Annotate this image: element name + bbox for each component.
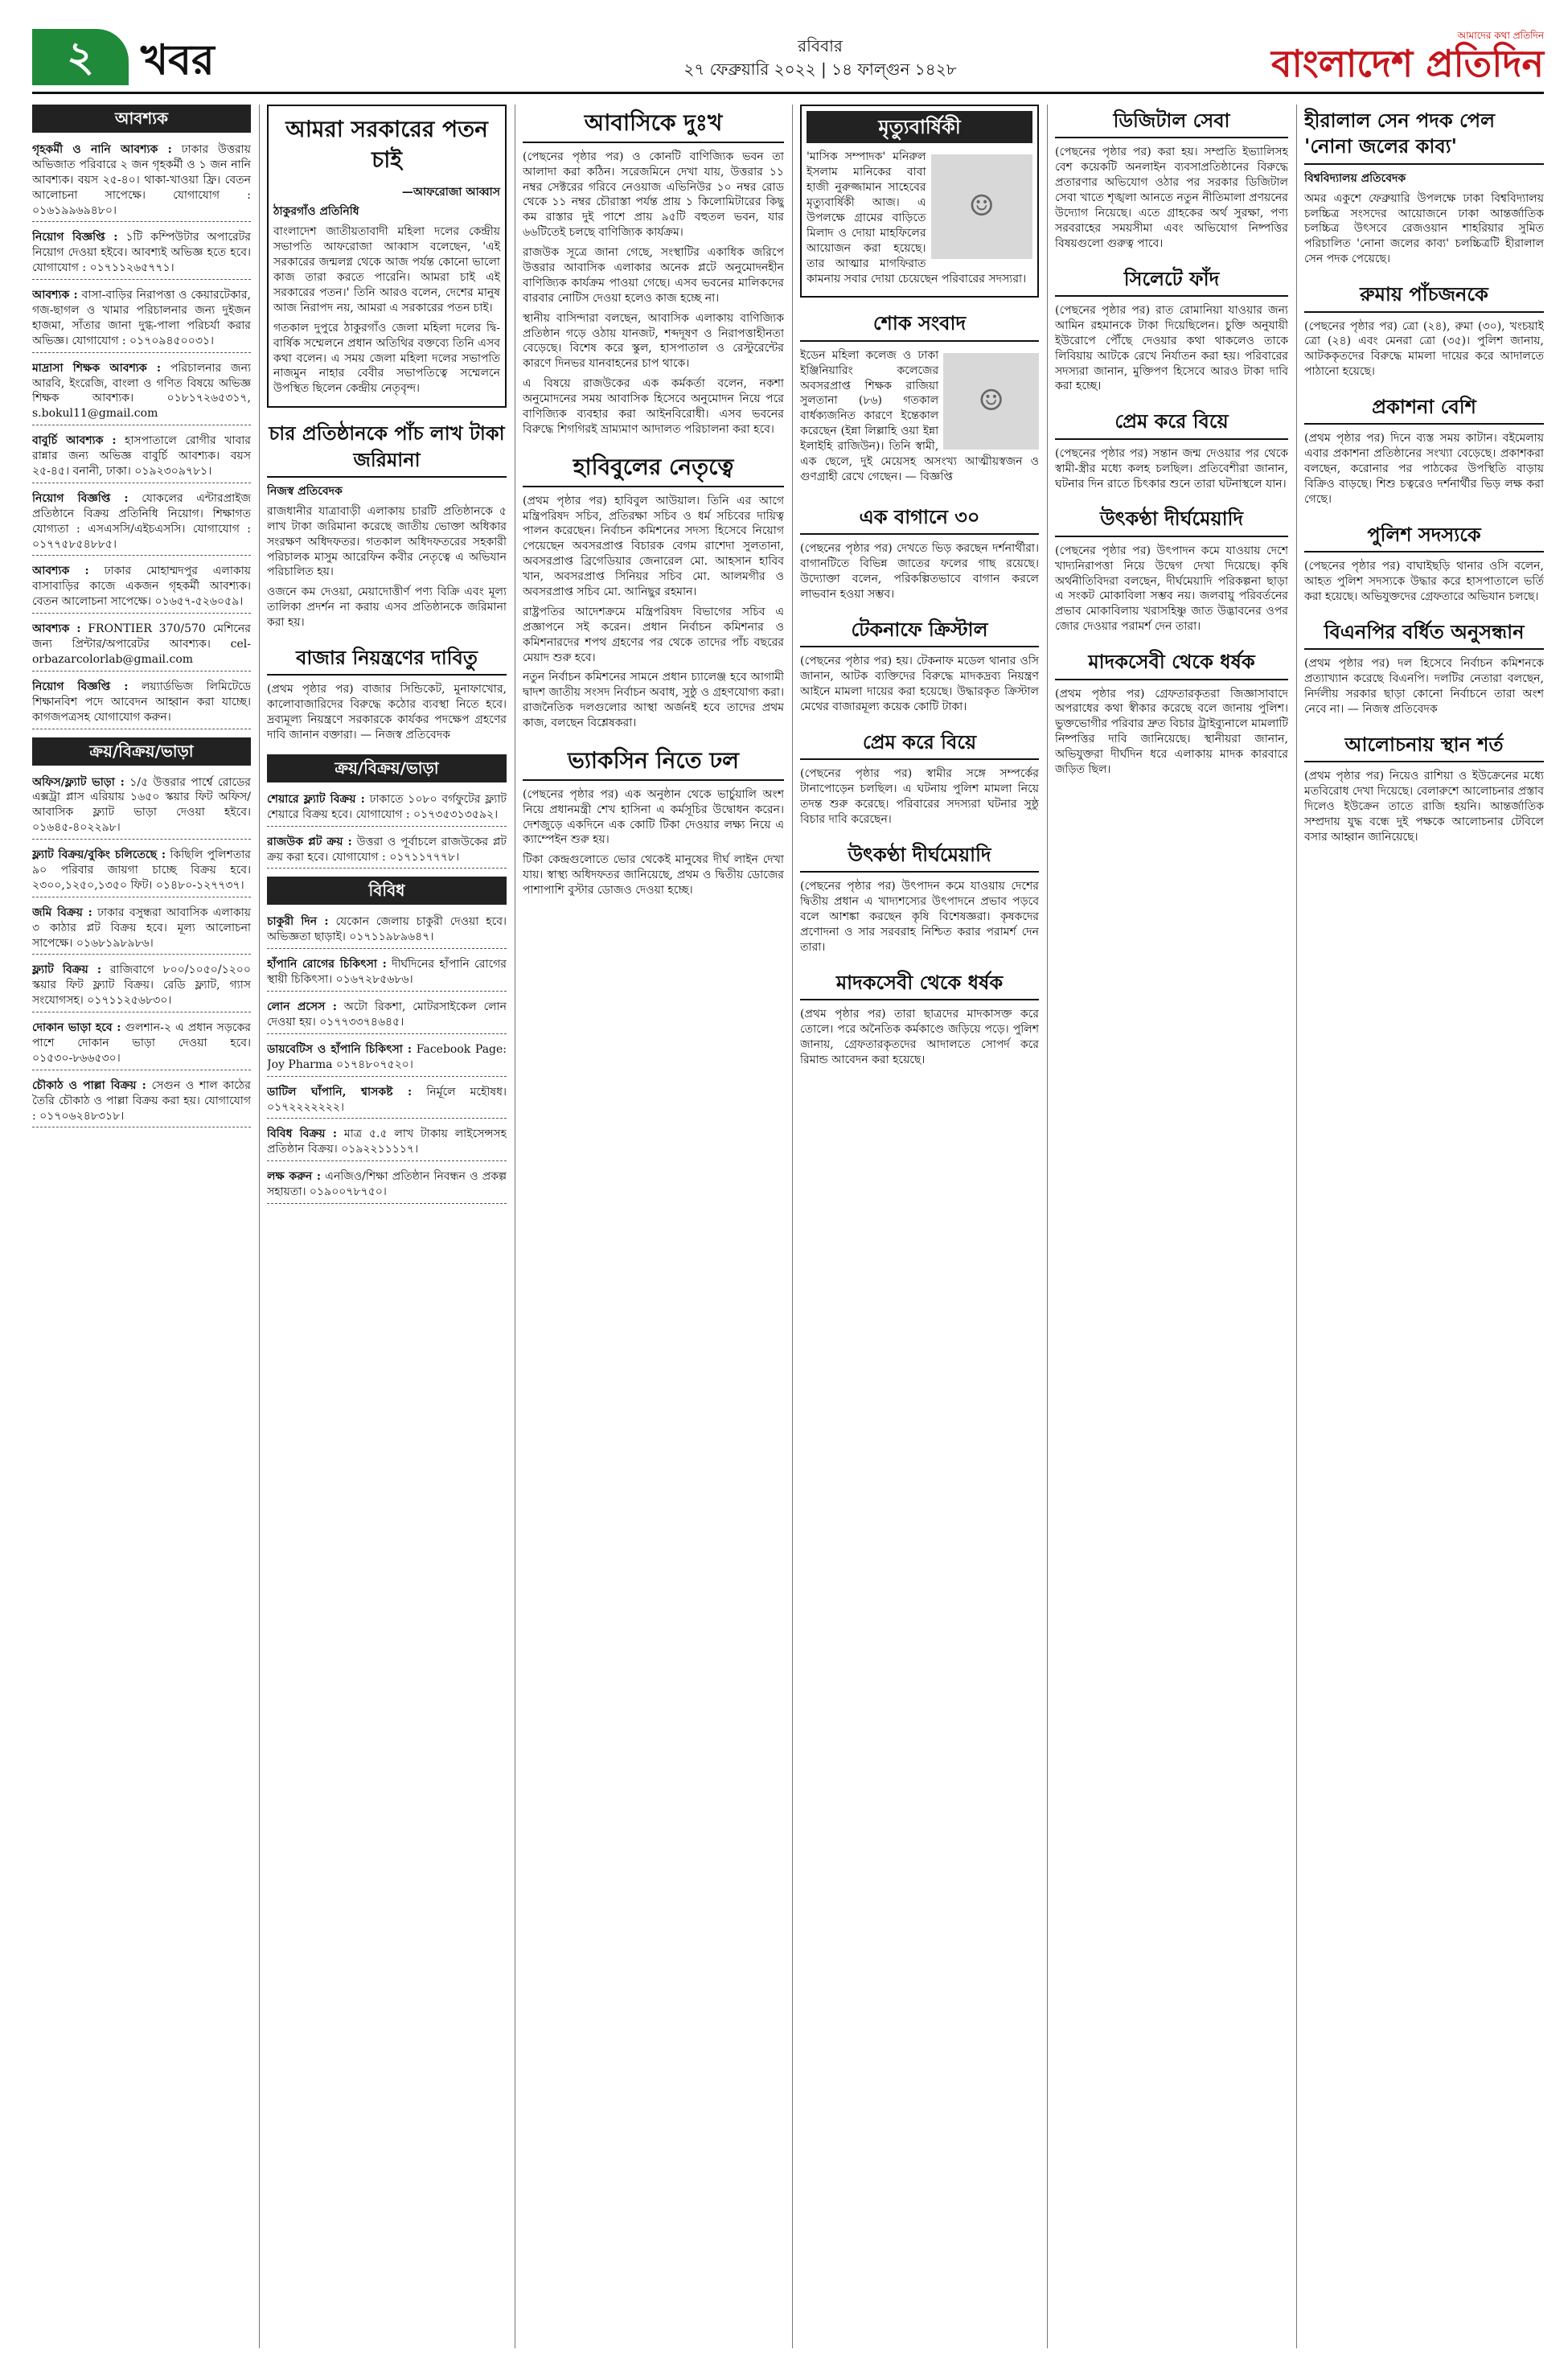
article — [523, 742, 784, 898]
classified-ad-text: ঢাকার মোহাম্মদপুর এলাকায় বাসাবাড়ির কাজে একজন গৃহকর্মী আবশ্যক। বেতন আলোচনা সাপেক্ষে। ০১৬৫৭-৫২৬০৫৯। — [32, 565, 251, 609]
classified-ad — [32, 285, 251, 353]
article-headline: উৎকণ্ঠা দীর্ঘমেয়াদি — [800, 839, 1039, 873]
classified-ad — [267, 789, 507, 827]
date-label: ২৭ ফেব্রুয়ারি ২০২২ | ১৪ ফাল্গুন ১৪২৮ — [683, 60, 957, 79]
article — [1304, 105, 1544, 267]
classified-ad-text: এনজিও/শিক্ষা প্রতিষ্ঠান নিবন্ধন ও প্রকল্প সহায়তা। ০১৯০০৭৮৭৫০। — [267, 1170, 507, 1199]
portrait-photo: ☺ — [943, 353, 1039, 450]
column-rule — [1047, 105, 1048, 2348]
article-headline: আমরা সরকারের পতন চাই — [285, 116, 488, 173]
article-headline: মাদকসেবী থেকে ধর্ষক — [800, 967, 1039, 1000]
condolence-heading: শোক সংবাদ — [800, 307, 1039, 341]
classified-ad — [32, 772, 251, 840]
article-byline: নিজস্ব প্রতিবেদক — [267, 484, 343, 498]
column-rule — [792, 105, 793, 2348]
classified-ad — [32, 227, 251, 280]
article-headline: পুলিশ সদস্যকে — [1304, 519, 1544, 552]
article-box — [267, 105, 507, 408]
article-paragraph: ওজনে কম দেওয়া, মেয়াদোত্তীর্ণ পণ্য বিক্রি এবং মূল্য তালিকা প্রদর্শন না করায় এসব প্রতিষ্ঠানকে জরিমানা করা হয়। — [267, 585, 507, 630]
article-paragraph: রাজধানীর যাত্রাবাড়ী এলাকায় চারটি প্রতিষ্ঠানকে ৫ লাখ টাকা জরিমানা করেছে জাতীয় ভোক্তা অধিকার সংরক্ষণ অধিদফতর। গতকাল অধিদফতরের সহকারী পরিচালক মাসুম আরেফিন কবীর নেতৃত্বে এ অভিযান পরিচালিত হয়। — [267, 504, 507, 579]
article-paragraph: (প্রথম পৃষ্ঠার পর) নিয়েও রাশিয়া ও ইউক্রেনের মধ্যে মতবিরোধ দেখা দিয়েছে। বেলারুশে আলোচনার প্রস্তাব দিলেও ইউক্রেন তাতে রাজি হয়নি। আন্তর্জাতিক সম্প্রদায় যুদ্ধ বন্ধে দুই পক্ষকে আলোচনার টেবিলে বসার আহ্বান জানিয়েছে। — [1304, 770, 1544, 844]
article-paragraph: (প্রথম পৃষ্ঠার পর) তারা ছাত্রদের মাদকাসক্ত করে তোলে। পরে অনৈতিক কর্মকাণ্ডে জড়িয়ে পড়ে। পুলিশ জানায়, গ্রেফতারকৃতদের আদালতে সোপর্দ করে রিমান্ড আবেদন করা হয়েছে। — [800, 1007, 1039, 1066]
article-paragraph: (পেছনের পৃষ্ঠার পর) করা হয়। সম্প্রতি ইভ্যালিসহ বেশ কয়েকটি অনলাইন ব্যবসাপ্রতিষ্ঠানের বিরুদ্ধে প্রতারণার অভিযোগ ওঠার পর সরকার ডিজিটাল সেবা খাতে শৃঙ্খলা আনতে নতুন নীতিমালা প্রণয়নের উদ্যোগ নিয়েছে। এতে গ্রাহকের অর্থ সুরক্ষা, পণ্য সরবরাহের সময়সীমা এবং অভিযোগ নিষ্পত্তির বিষয়গুলো গুরুত্ব পাবে। — [1055, 146, 1288, 250]
classified-ad — [267, 1166, 507, 1204]
classified-ad-title: ফ্ল্যাট বিক্রয় : — [32, 963, 102, 977]
column-rule — [1296, 105, 1297, 2348]
article — [1304, 729, 1544, 845]
article-paragraph: (পেছনের পৃষ্ঠার পর) এক অনুষ্ঠান থেকে ভার্চুয়ালি অংশ নিয়ে প্রধানমন্ত্রী শেখ হাসিনা এ কর্মসূচির উদ্বোধন করেন। দেশজুড়ে একদিনে এক কোটি টিকা দেওয়ার লক্ষ্য নিয়ে এ ক্যাম্পেইন শুরু হয়। — [523, 787, 784, 847]
classified-ad-title: চৌকাঠ ও পাল্লা বিক্রয় : — [32, 1078, 146, 1092]
page-number: ২ — [32, 29, 129, 85]
article-paragraph: (প্রথম পৃষ্ঠার পর) দল হিসেবে নির্বাচন কমিশনকে প্রত্যাখ্যান করেছে বিএনপি। দলটির নেতারা বলছেন, নির্দলীয় সরকার ছাড়া কোনো নির্বাচনে তারা অংশ নেবে না। — নিজস্ব প্রতিবেদক — [1304, 657, 1544, 717]
article-paragraph: রাজউক সূত্রে জানা গেছে, সংস্থাটির একাধিক জরিপে উত্তরার আবাসিক এলাকার অনেক প্লটে অনুমোদনহীন বাণিজ্যিক কার্যক্রম পাওয়া গেছে। এসব ভবনের মালিকদের বারবার নোটিস দেওয়া হলেও কাজ হচ্ছে না। — [523, 246, 784, 305]
classified-ad-text: মাত্র ৫.৫ লাখ টাকায় লাইসেন্সসহ প্রতিষ্ঠান বিক্রয়। ০১৯২২১১১১৭। — [267, 1127, 507, 1156]
classified-ad-text: ঢাকার বসুন্ধরা আবাসিক এলাকায় ৩ কাঠার প্লট বিক্রয় হবে। মূল্য আলোচনা সাপেক্ষে। ০১৬৮১৯৮৯৮৬। — [32, 906, 251, 950]
article-headline: হীরালাল সেন পদক পেল 'নোনা জলের কাব্য' — [1304, 105, 1544, 165]
classified-ad-title: লোন প্রসেস : — [267, 1000, 337, 1014]
classified-ad-title: মাদ্রাসা শিক্ষক আবশ্যক : — [32, 361, 162, 375]
date-block — [643, 34, 997, 82]
section-title: খবর — [141, 35, 215, 84]
article — [1055, 646, 1288, 778]
article — [800, 501, 1039, 602]
classified-ad-title: ফ্ল্যাট বিক্রয়/বুকিং চলিতেছে : — [32, 848, 166, 862]
classified-ad-text: Facebook Page: Joy Pharma ০১৭৪৮০৭৫২০। — [267, 1042, 507, 1071]
article-headline: ডিজিটাল সেবা — [1055, 105, 1288, 138]
classified-ad — [32, 561, 251, 614]
article-headline: রুমায় পাঁচজনকে — [1304, 278, 1544, 312]
classified-ad-text: উত্তরা ও পূর্বাচলে রাজউকের প্লট ক্রয় করা হবে। যোগাযোগ : ০১৭১১৭৭৭৮। — [267, 835, 507, 864]
article-paragraph: (পেছনের পৃষ্ঠার পর) উৎপাদন কমে যাওয়ায় দেশের দ্বিতীয় প্রধান এ খাদ্যশস্যের উৎপাদনে প্রভাব পড়বে বলে আশঙ্কা করছেন কৃষি বিশেষজ্ঞরা। কৃষকদের প্রণোদনা ও সার সরবরাহ নিশ্চিত করার পরামর্শ দেন তারা। — [800, 880, 1039, 954]
classified-ad-text: সেগুন ও শাল কাঠের তৈরি চৌকাঠ ও পাল্লা বিক্রয় করা হয়। যোগাযোগ : ০১৭০৬২৪৮৩১৮। — [32, 1078, 251, 1123]
classified-ad — [32, 139, 251, 222]
classified-ad-title: দোকান ভাড়া হবে : — [32, 1021, 121, 1035]
classified-ad — [32, 358, 251, 426]
article-headline: আবাসিকে দুঃখ — [523, 105, 784, 143]
classifieds-heading-2: ক্রয়/বিক্রয়/ভাড়া — [32, 737, 251, 766]
article-headline: বাজার নিয়ন্ত্রণের দাবিতু — [267, 642, 507, 676]
classified-ad — [32, 1075, 251, 1128]
classified-ad — [32, 618, 251, 672]
classified-ad-title: গৃহকর্মী ও নানি আবশ্যক : — [32, 143, 172, 156]
article-headline: বিএনপির বর্ধিত অনুসন্ধান — [1304, 616, 1544, 650]
column-6 — [1304, 105, 1544, 2348]
article-paragraph: এ বিষয়ে রাজউকের এক কর্মকর্তা বলেন, নকশা অনুমোদনের সময় আবাসিক হিসেবে অনুমোদন নিয়ে পরে বাণিজ্যিক ব্যবহার করা আইনবিরোধী। এসব ভবনের বিরুদ্ধে শিগগিরই ভ্রাম্যমাণ আদালত পরিচালনা করা হবে। — [523, 377, 784, 436]
classified-ad-text: ১/৫ উত্তরার পার্শ্বে রোডের এক্সট্রা প্লাস এরিয়ায় ১৬৫০ স্কয়ার ফিট অফিস/আবাসিক ফ্ল্যাট ভাড়া দেওয়া হইবে। ০১৬৪৫-৪০২২৯৮। — [32, 775, 251, 835]
article-subhead: —আফরোজা আব্বাস — [401, 185, 500, 199]
masthead — [32, 29, 1544, 94]
classified-ad-text: FRONTIER 370/570 মেশিনের জন্য প্রিন্টার/অপারেটর আবশ্যক। cel-orbazarcolorlab@gmail.com — [32, 622, 251, 666]
column-4 — [800, 105, 1039, 2348]
classified-ad-text: দীর্ঘদিনের হাঁপানি রোগের স্থায়ী চিকিৎসা। ০১৬৭২৮৫৬৮৬। — [267, 958, 507, 987]
article-paragraph: রাষ্ট্রপতির আদেশক্রমে মন্ত্রিপরিষদ বিভাগের সচিব এ প্রজ্ঞাপনে সই করেন। প্রধান নির্বাচন কমিশনার ও কমিশনারদের শপথ গ্রহণের পর থেকে তাদের পাঁচ বছরের মেয়াদ শুরু হবে। — [523, 605, 784, 664]
classified-ad-title: আবশ্যক : — [32, 622, 81, 636]
condolence-notice — [800, 307, 1039, 489]
classified-ad-title: আবশ্যক : — [32, 289, 78, 302]
classified-ad-title: নিয়োগ বিজ্ঞপ্তি : — [32, 680, 129, 693]
classified-ad-title: অফিস/ফ্ল্যাট ভাড়া : — [32, 775, 125, 789]
article-paragraph: (পেছনের পৃষ্ঠার পর) রাত রোমানিয়া যাওয়ার জন্য আমিন রহমানকে টাকা দিয়েছিলেন। চুক্তি অনুযায়ী ইউরোপে পৌঁছে দেওয়ার কথা থাকলেও তাকে লিবিয়ায় আটকে রেখে নির্যাতন করা হয়। পরিবারের সদস্যরা জানান, মুক্তিপণ হিসেবে আরও টাকা দাবি করা হচ্ছে। — [1055, 304, 1288, 393]
classified-ad-text: অটো রিকশা, মোটরসাইকেল লোন দেওয়া হয়। ০১৭৭৩৩৭৪৬৪৫। — [267, 1000, 507, 1029]
classified-ad — [267, 911, 507, 949]
article — [1304, 616, 1544, 717]
classified-ad — [32, 430, 251, 483]
classified-ad — [267, 954, 507, 992]
article-headline: এক বাগানে ৩০ — [800, 501, 1039, 535]
classified-ad — [267, 996, 507, 1034]
classified-ad-title: জমি বিক্রয় : — [32, 906, 92, 919]
classified-ad-text: ঢাকার উত্তরায় অভিজাত পরিবারে ২ জন গৃহকর্মী ও ১ জন নানি আবশ্যক। বয়স ২৫-৪০। থাকা-খাওয়া ফ্রি। বেতন আলোচনা সাপেক্ষে। যোগাযোগ : ০১৬১৯৯৬৯৪৮০। — [32, 143, 251, 217]
article-headline: ভ্যাকসিন নিতে ঢল — [523, 742, 784, 781]
classified-ad-text: যেকোন জেলায় চাকুরী দেওয়া হবে। অভিজ্ঞতা ছাড়াই। ০১৭১১৯৮৯৬৪৭। — [267, 915, 507, 944]
article-paragraph: (পেছনের পৃষ্ঠার পর) ত্রো (২৪), রুমা (৩০), খংচয়াই ত্রো (২৪) এবং মেনরা ত্রো (৩৫)। পুলিশ জানায়, আটককৃতদের বিরুদ্ধে মামলা দায়ের করে আদালতে পাঠানো হয়েছে। — [1304, 319, 1544, 379]
classified-ad — [267, 1082, 507, 1119]
classifieds-heading: আবশ্যক — [32, 105, 251, 133]
classified-ad-title: ডাটিল ঘাঁপানি, শ্বাসকষ্ট : — [267, 1085, 413, 1099]
article — [1304, 278, 1544, 380]
article-headline: প্রেম করে বিয়ে — [1055, 405, 1288, 439]
article — [1304, 519, 1544, 605]
article-headline: উৎকণ্ঠা দীর্ঘমেয়াদি — [1055, 503, 1288, 536]
classified-ad — [267, 832, 507, 869]
logo-tagline: আমাদের কথা প্রতিদিন — [1457, 30, 1544, 41]
article-paragraph: (প্রথম পৃষ্ঠার পর) বাজার সিন্ডিকেট, মুনাফাখোর, কালোবাজারিদের বিরুদ্ধে কঠোর ব্যবস্থা নিতে হবে। দ্রব্যমূল্য নিয়ন্ত্রণে সরকারকে কার্যকর পদক্ষেপ গ্রহণের দাবি জানান বক্তারা। — নিজস্ব প্রতিবেদক — [267, 683, 507, 742]
classifieds-column — [32, 105, 251, 2348]
condolence-text: ইডেন মহিলা কলেজ ও ঢাকা ইঞ্জিনিয়ারিং কলেজের অবসরপ্রাপ্ত শিক্ষক রাজিয়া সুলতানা (৮৬) গতকাল বার্ধক্যজনিত কারণে ইন্তেকাল করেছেন (ইন্না লিল্লাহি ওয়া ইন্না ইলাইহি রাজিউন)। তিনি স্বামী, এক ছেলে, দুই মেয়েসহ অসংখ্য আত্মীয়স্বজন ও গুণগ্রাহী রেখে গেছেন। — বিজ্ঞপ্তি — [800, 348, 1039, 483]
classified-ad-text: লয়্যার্ডভিজ লিমিটেডে শিক্ষানবিশ পদে আবেদন আহ্বান করা যাচ্ছে। কাগজপত্রসহ যোগাযোগ করুন। — [32, 680, 251, 724]
classified-ad — [32, 1017, 251, 1070]
classified-ad-title: লক্ষ করুন : — [267, 1170, 322, 1184]
column-3 — [523, 105, 784, 2348]
article-paragraph: অমর একুশে ফেব্রুয়ারি উপলক্ষে ঢাকা বিশ্ববিদ্যালয় চলচ্চিত্র সংসদের আয়োজনে ঢাকা আন্তর্জাতিক চলচ্চিত্র উৎসবে রেজওয়ান শাহরিয়ার সুমিত পরিচালিত 'নোনা জলের কাব্য' চলচ্চিত্রটি হীরালাল সেন পদক পেয়েছে। — [1304, 191, 1544, 266]
classified-ad-title: চাকুরী দিন : — [267, 915, 329, 929]
article-paragraph: (পেছনের পৃষ্ঠার পর) দেখতে ভিড় করছেন দর্শনার্থীরা। বাগানটিতে বিভিন্ন জাতের ফলের গাছ রয়েছে। উদ্যোক্তা বলেন, পরিকল্পিতভাবে বাগান করলে লাভবান হওয়া সম্ভব। — [800, 542, 1039, 601]
article-paragraph: (পেছনের পৃষ্ঠার পর) ও কোনটি বাণিজ্যিক ভবন তা আলাদা করা কঠিন। সরেজমিনে দেখা যায়, উত্তরার ১১ নম্বর সেক্টরের গরিবে নেওয়াজ এভিনিউর ১০ নম্বর রোড থেকে ১১ নম্বর চৌরাস্তা পর্যন্ত প্রায় ১ কিলোমিটারের কিছু কম রাস্তার দুই পাশে প্রায় ৯৫টি বহুতল ভবন, যার ৬৬টিতেই চলছে বাণিজ্যিক কার্যক্রম। — [523, 150, 784, 240]
newspaper-logo — [1254, 29, 1544, 87]
classified-ad — [32, 902, 251, 955]
article — [1055, 263, 1288, 395]
article-paragraph: নতুন নির্বাচন কমিশনের সামনে প্রধান চ্যালেঞ্জ হবে আগামী দ্বাদশ জাতীয় সংসদ নির্বাচন অবাধ, সুষ্ঠু ও গ্রহণযোগ্য করা। রাজনৈতিক দলগুলোর আস্থা অর্জনই হবে তাদের প্রথম কাজ, বলছেন বিশ্লেষকরা। — [523, 671, 784, 730]
article-paragraph: (পেছনের পৃষ্ঠার পর) উৎপাদন কমে যাওয়ায় দেশে খাদ্যনিরাপত্তা নিয়ে উদ্বেগ দেখা দিয়েছে। কৃষি অর্থনীতিবিদরা বলছেন, দীর্ঘমেয়াদি পরিকল্পনা ছাড়া এ সংকট মোকাবিলা সম্ভব নয়। জলবায়ু পরিবর্তনের প্রভাব মোকাবিলায় খরাসহিষ্ণু জাত উদ্ভাবনের ওপর জোর দেওয়ার পরামর্শ দেন তারা। — [1055, 544, 1288, 634]
day-label: রবিবার — [798, 36, 843, 55]
column-2 — [267, 105, 507, 2348]
article-headline: হাবিবুলের নেতৃত্বে — [523, 449, 784, 487]
article — [800, 967, 1039, 1068]
article — [267, 642, 507, 743]
article-headline: মাদকসেবী থেকে ধর্ষক — [1055, 646, 1288, 680]
article-paragraph: (পেছনের পৃষ্ঠার পর) সন্তান জন্ম দেওয়ার পর থেকে স্বামী-স্ত্রীর মধ্যে কলহ চলছিল। প্রতিবেশীরা জানান, ঘটনার দিন রাতে চিৎকার শুনে তারা ঘটনাস্থলে যান। — [1055, 446, 1288, 491]
article-paragraph: (প্রথম পৃষ্ঠার পর) গ্রেফতারকৃতরা জিজ্ঞাসাবাদে অপরাধের কথা স্বীকার করেছে বলে জানায় পুলিশ। ভুক্তভোগীর পরিবার দ্রুত বিচার ট্রাইব্যুনালে মামলাটি নিষ্পত্তির দাবি জানিয়েছে। স্থানীয়রা জানান, অভিযুক্তরা দীর্ঘদিন ধরে এলাকায় মাদক কারবারে জড়িত ছিল। — [1055, 687, 1288, 776]
classified-ad — [267, 1123, 507, 1161]
classified-ad-text: নির্মূলে মহৌষধ। ০১৭২২২২২২২। — [267, 1085, 507, 1114]
classified-ad-title: নিয়োগ বিজ্ঞপ্তি : — [32, 491, 129, 505]
article-paragraph: (প্রথম পৃষ্ঠার পর) হাবিবুল আউয়াল। তিনি এর আগে মন্ত্রিপরিষদ সচিব, প্রতিরক্ষা সচিব ও ধর্ম সচিবের দায়িত্ব পালন করেছেন। নির্বাচন কমিশনের সদস্য হিসেবে নিয়োগ পেয়েছেন অবসরপ্রাপ্ত বিচারক বেগম রাশেদা সুলতানা, অবসরপ্রাপ্ত ব্রিগেডিয়ার জেনারেল মো. আহসান হাবিব খান, অবসরপ্রাপ্ত সিনিয়র সচিব মো. আলমগীর ও অবসরপ্রাপ্ত সচিব মো. আনিছুর রহমান। — [523, 494, 784, 598]
classified-ad-title: শেয়ারে ফ্ল্যাট বিক্রয় : — [267, 792, 365, 806]
article-paragraph: (পেছনের পৃষ্ঠার পর) বাঘাইছড়ি থানার ওসি বলেন, আহত পুলিশ সদস্যকে উদ্ধার করে হাসপাতালে ভর্তি করা হয়েছে। অভিযুক্তদের গ্রেফতারে অভিযান চলছে। — [1304, 560, 1544, 604]
article-paragraph: (পেছনের পৃষ্ঠার পর) স্বামীর সঙ্গে সম্পর্কের টানাপোড়েন চলছিল। এ ঘটনায় পুলিশ মামলা নিয়ে তদন্ত শুরু করেছে। পরিবারের সদস্যরা ঘটনার সুষ্ঠু বিচার দাবি করেছেন। — [800, 767, 1039, 826]
obituary-heading: মৃত্যুবার্ষিকী — [807, 111, 1032, 143]
classified-ad-text: পরিচালনার জন্য আরবি, ইংরেজি, বাংলা ও গণিত বিষয়ে অভিজ্ঞ শিক্ষক আবশ্যক। ০১৮১৭২৬৫৩১৭, s.bokul11@gmail.com — [32, 361, 251, 421]
article-headline: আলোচনায় স্থান শর্ত — [1304, 729, 1544, 762]
classified-ad — [32, 844, 251, 897]
article-paragraph: (পেছনের পৃষ্ঠার পর) হয়। টেকনাফ মডেল থানার ওসি জানান, আটক ব্যক্তিদের বিরুদ্ধে মাদকদ্রব্য নিয়ন্ত্রণ আইনে মামলা দায়ের করা হয়েছে। উদ্ধারকৃত ক্রিস্টাল মেথের বাজারমূল্য কয়েক কোটি টাকা। — [800, 655, 1039, 713]
article-headline: প্রেম করে বিয়ে — [800, 726, 1039, 760]
classified-ad-text: বাসা-বাড়ির নিরাপত্তা ও কেয়ারটেকার, গজ-ছাগল ও খামার পরিচালনার জন্য দুইজন হাজমা, সাঁতার জানা দুগ্ধ-পালা পরিচর্যা করার অভিজ্ঞ। যোগাযোগ : ০১৭০৯৪৫০০৩১। — [32, 289, 251, 347]
classified-ad-text: যোকলের এন্টারপ্রাইজ প্রতিষ্ঠানে বিক্রয় প্রতিনিধি নিয়োগ। শিক্ষাগত যোগ্যতা : এসএসসি/এইচএসসি। যোগাযোগ : ০১৭৭৫৮৫৪৮৮৫। — [32, 491, 251, 551]
article — [800, 614, 1039, 715]
classified-ad-text: ঢাকাতে ১০৮০ বর্গফুটের ফ্ল্যাট শেয়ারে বিক্রয় হবে। যোগাযোগ : ০১৭৩৫৩১৩৫৯২। — [267, 792, 507, 821]
classified-ad-title: হাঁপানি রোগের চিকিৎসা : — [267, 958, 387, 971]
classified-ad — [267, 1039, 507, 1077]
article-paragraph: টিকা কেন্দ্রগুলোতে ভোর থেকেই মানুষের দীর্ঘ লাইন দেখা যায়। স্বাস্থ্য অধিদফতর জানিয়েছে, প্রথম ও দ্বিতীয় ডোজের পাশাপাশি বুস্টার ডোজও দেওয়া হচ্ছে। — [523, 853, 784, 897]
classified-ad-title: নিয়োগ বিজ্ঞপ্তি : — [32, 231, 118, 244]
article-headline: চার প্রতিষ্ঠানকে পাঁচ লাখ টাকা জরিমানা — [267, 417, 507, 478]
article-headline: সিলেটে ফাঁদ — [1055, 263, 1288, 297]
classified-ad-title: আবশ্যক : — [32, 565, 89, 578]
classified-ad — [32, 676, 251, 729]
article — [800, 839, 1039, 955]
article — [523, 449, 784, 731]
article-paragraph: গতকাল দুপুরে ঠাকুরগাঁও জেলা মহিলা দলের দ্বি-বার্ষিক সম্মেলনে প্রধান অতিথির বক্তব্যে তিনি এসব কথা বলেন। এ সময় জেলা মহিলা দলের সভাপতি নাজমুন নাহার বেবীর সভাপতিত্বে সম্মেলনে উপস্থিত ছিলেন কেন্দ্রীয় নেতৃবৃন্দ। — [273, 321, 500, 396]
classified-ad — [32, 959, 251, 1012]
article — [800, 726, 1039, 828]
article — [1304, 391, 1544, 507]
classified-ad-text: গুলশান-২ এ প্রধান সড়কের পাশে দোকান ভাড়া দেওয়া হবে। ০১৫৩০-৮৬৬৫৩০। — [32, 1021, 251, 1065]
classifieds-heading: ক্রয়/বিক্রয়/ভাড়া — [267, 754, 507, 782]
article — [1055, 405, 1288, 491]
column-rule — [259, 105, 260, 2348]
logo-name: বাংলাদেশ প্রতিদিন — [1270, 42, 1544, 86]
portrait-photo: ☺ — [931, 154, 1032, 259]
article — [1055, 105, 1288, 252]
obituary-text: 'মাসিক সম্পাদক' মনিরুল ইসলাম মানিকের বাবা হাজী নুরুজ্জামান সাহেবের মৃত্যুবার্ষিকী আজ। এ উপলক্ষে গ্রামের বাড়িতে মিলাদ ও দোয়া মাহফিলের আয়োজন করা হয়েছে। তার আত্মার মাগফিরাত কামনায় সবার দোয়া চেয়েছেন পরিবারের সদস্যরা। — [807, 150, 1027, 285]
obituary-box — [800, 105, 1039, 298]
classified-ad — [32, 488, 251, 557]
classified-ad-title: বাবুর্চি আবশ্যক : — [32, 434, 117, 448]
article-byline: বিশ্ববিদ্যালয় প্রতিবেদক — [1304, 171, 1406, 185]
classified-ad-text: রাজিবাগে ৮০০/১০৫০/১২০০ স্কয়ার ফিট ফ্ল্যাট বিক্রয়। রেডি ফ্ল্যাট, গ্যাস সংযোগসহ। ০১৭১১২৫৬৮৩০। — [32, 963, 251, 1008]
classified-ad-text: হাসপাতালে রোগীর খাবার রান্নার জন্য অভিজ্ঞ বাবুর্চি আবশ্যক। বয়স ২৫-৪৫। বনানী, ঢাকা। ০১৯২৩০৯৭৮১। — [32, 434, 251, 478]
classified-ad-title: বিবিধ বিক্রয় : — [267, 1127, 338, 1141]
article-byline: ঠাকুরগাঁও প্রতিনিধি — [273, 205, 359, 219]
article-paragraph: বাংলাদেশ জাতীয়তাবাদী মহিলা দলের কেন্দ্রীয় সভাপতি আফরোজা আব্বাস বলেছেন, 'এই সরকারের জন্মলগ্ন থেকে আজ পর্যন্ত কোনো ভালো কাজ তারা করতে পারেনি। আমরা চাই এই সরকারের পতন।' তিনি আরও বলেন, দেশের মানুষ আজ নিরাপদ নয়, আমরা এ সরকারের পতন চাই। — [273, 225, 500, 314]
classified-ad-text: ১টি কম্পিউটার অপারেটর নিয়োগ দেওয়া হইবে। আবশ্যই অভিজ্ঞ হতে হবে। যোগাযোগ : ০১৭১১২৬৫৭৭১। — [32, 231, 251, 275]
article-headline: টেকনাফে ক্রিস্টাল — [800, 614, 1039, 647]
article-headline: প্রকাশনা বেশি — [1304, 391, 1544, 425]
classifieds-heading: বিবিধ — [267, 877, 507, 905]
article — [267, 417, 507, 630]
article — [1055, 503, 1288, 635]
classified-ad-title: ডায়বেটিস ও হাঁপানি চিকিৎসা : — [267, 1042, 413, 1056]
article — [523, 105, 784, 437]
column-5 — [1055, 105, 1288, 2348]
article-paragraph: স্থানীয় বাসিন্দারা বলছেন, আবাসিক এলাকায় বাণিজ্যিক প্রতিষ্ঠান গড়ে ওঠায় যানজট, শব্দদূষণ ও নিরাপত্তাহীনতা বেড়েছে। বিশেষ করে স্কুল, হাসপাতাল ও রেস্টুরেন্টের কারণে দিনভর যানবাহনের চাপ থাকে। — [523, 311, 784, 371]
classified-ad-text: কিছিলি পুলিশতার ৯০ পরিবার জায়গা চাচ্ছে বিক্রয় হবে। ২৩০০,১২৫০,১৩৫০ ফিট। ০১৪৮০-১২৭৭৩৭। — [32, 848, 251, 892]
classified-ad-title: রাজউক প্লট ক্রয় : — [267, 835, 352, 848]
article-paragraph: (প্রথম পৃষ্ঠার পর) দিনে ব্যস্ত সময় কাটান। বইমেলায় এবার প্রকাশনা প্রতিষ্ঠানের সংখ্যা বেড়েছে। প্রকাশকরা বলছেন, করোনার পর পাঠকের উপস্থিতি বাড়ায় বিক্রিও বাড়ছে। শিশু চত্বরেও দর্শনার্থীর ভিড় লক্ষ করা গেছে। — [1304, 432, 1544, 507]
